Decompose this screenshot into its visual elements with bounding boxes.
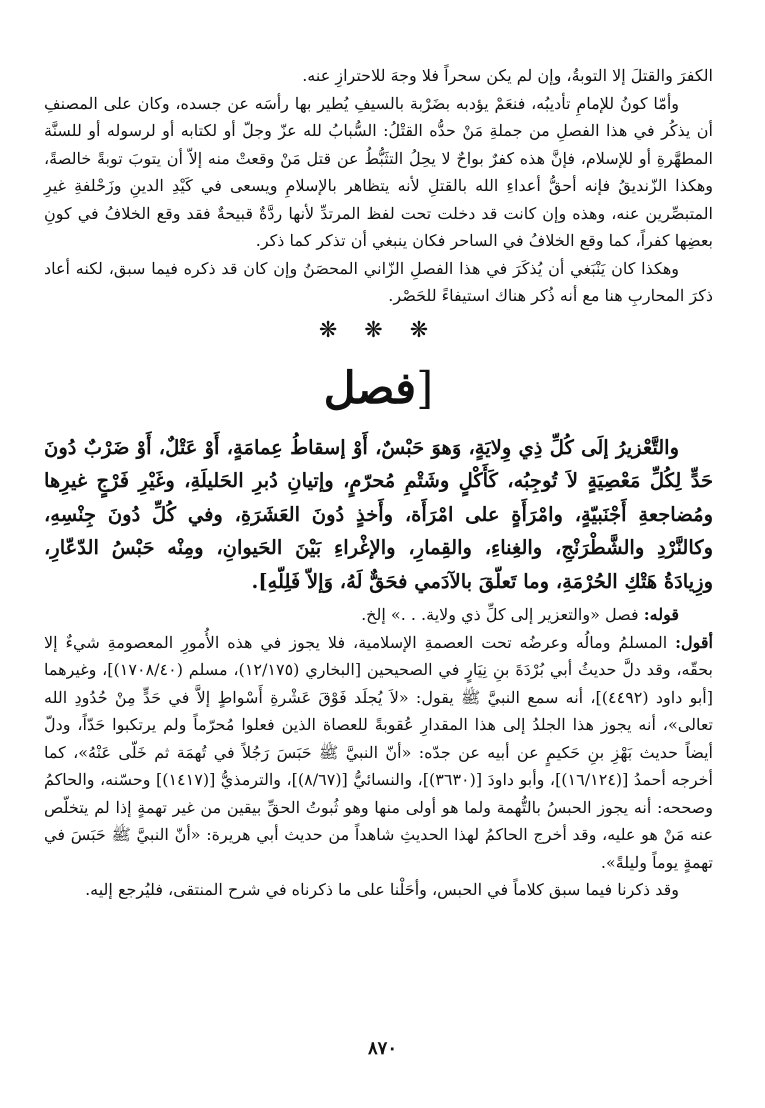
intro-paragraph-3: وهكذا كان يَنْبَغي أن يُذكَرَ في هذا الفصلِ الزّاني المحصَنُ وإن كان قد ذكره فيما سبق، لكنه أعاد ذكرَ المحاربِ هنا مع أنه ذُكر هناك استيفاءً للحَصْر.	[44, 258, 713, 305]
aqulu-paragraph	[44, 629, 713, 877]
qawluhu-label: قوله:	[643, 605, 679, 624]
qawluhu-text: فصل «والتعزير إلى كلِّ ذي ولاية. . .» إلخ.	[361, 605, 639, 624]
section-heading-word: فصل	[323, 362, 417, 414]
section-heading-bracket: [	[416, 362, 434, 414]
intro-paragraph-2: وأمّا كونُ للإمامِ تأديبُه، فنعَمْ يؤدبه بضَرْبة بالسيفِ يُطير بها رأسَه عن جسده، وكان على المصنفِ أن يذكُر في هذا الفصلِ من جملةِ مَنْ حدُّه القتْلُ: السُّبابُ لله عزّ وجلّ أو لكتابه أو لرسوله أو للسنَّة المطهَّرةِ أو للإسلام، فإنَّ هذه كفرٌ بواحٌ لا يحِلُ التثَبُّطُ عن قتل مَنْ وقعتْ منه إلاّ أن يتوبَ توبةً خالصةً، وهكذا الزّنديقُ فإنه أحقُّ أعداءِ الله بالقتلِ لأنه يتظاهر بالإسلامِ ويسعى في كَيْدِ الدينِ وزَحْلفةِ غيرِ المتبصِّرين عنه، وهذه وإن كانت قد دخلت تحت لفظ المرتدِّ لأنها ردَّةٌ قبيحةٌ فقد وقع الخلافُ في كونِ بعضِها كفراً، كما وقع الخلافُ في الساحر فكان ينبغي أن تذكر كما ذكر.	[44, 93, 713, 250]
section-heading	[44, 363, 713, 415]
matn-text: والتَّعْزيرُ إلَى كُلِّ ذِي وِلايَةٍ، وَهوَ حَبْسٌ، أَوْ إسقاطُ عِمامَةٍ، أَوْ عَتْلٌ، أَوْ ضَرْبٌ دُونَ حَدٍّ لِكُلِّ مَعْصِيَةٍ لاَ تُوجِبُه، كَأَكْلٍ وشَتْمِ مُحرّمٍ، وإتيانِ دُبرِ الحَليلَةِ، وغَيْرِ فَرْجٍ غيرِها ومُضاجعةِ أَجْنَبيّةٍ، وامْرَأَةٍ على امْرَأَة، وأَخذٍ دُونَ العَشَرَةِ، وفي كُلِّ دُونَ جِنْسِهِ، وكالنَّرْدِ والشَّطْرَنْجِ، والغِناءِ، والقِمارِ، والإغْراءِ بَيْنَ الحَيوانِ، ومِنْه حَبْسُ الدّعّارِ، وزِيادَةُ هَتْكِ الحُرْمَةِ، وما تَعلّقَ بالآدَمي فحَقٌّ لَهُ، وَإلاّ فَلِلّهِ].	[44, 435, 713, 593]
intro-paragraph-1: الكفرَ والقتلَ إلا التوبةُ، وإن لم يكن سحراً فلا وجهَ للاحترازِ عنه.	[302, 66, 713, 85]
section-separator: ❋ ❋ ❋	[318, 317, 439, 343]
intro-section	[44, 62, 713, 310]
closing-paragraph: وقد ذكرنا فيما سبق كلاماً في الحبس، وأحَلْنا على ما ذكرناه في شرح المنتقى، فليُرجع إليه.	[85, 880, 679, 899]
aqulu-text: المسلمُ ومالُه وعرضُه تحت العصمةِ الإسلامية، فلا يجوز في هذه الأُمورِ المعصومةِ شيءٌ إلا بحقّه، وقد دلَّ حديثُ أبي بُرْدَةَ بنِ نِيَارٍ في الصحيحين [البخاري (١٢/١٧٥)، مسلم (١٧٠٨/٤٠)]، وغيرهما [أبو داود (٤٤٩٢)]، أنه سمع النبيَّ ﷺ يقول: «لاَ يُجلَد فَوْقَ عَشْرةِ أَسْواطٍ إلاَّ في حَدٍّ مِنْ حُدُودِ الله تعالى»، أنه يجوز هذا الجلدُ إلى هذا المقدارِ عُقوبةً للعصاة الذين فعلوا مُحرّماً ولم يرتكبوا حَدّاً، ودلّ أيضاً حديث بَهْزِ بنِ حَكيمٍ عن أبيه عن جدّه: «أنّ النبيَّ ﷺ حَبَسَ رَجُلاً في تُهمَة ثم خَلّى عَنْهُ»، كما أخرجه أحمدُ [(١٦/١٢٤)]، وأبو داودَ [(٣٦٣٠)]، والنسائيُّ [(٨/٦٧)]، والترمذيُّ [(١٤١٧)] وحسّنه، والحاكمُ وصححه: أنه يجوز الحبسُ بالتُّهمة ولما هو أولى منها وهو ثُبوتُ الحقِّ بيقين من غير تهمةٍ إذا لم يتخلّص عنه مَنْ هو عليه، وقد أخرج الحاكمُ لهذا الحديثِ شاهداً من حديث أبي هريرة: «أنّ النبيَّ ﷺ حَبَسَ في تهمةٍ يوماً وليلةً».	[44, 632, 714, 872]
aqulu-label: أقول:	[675, 632, 713, 652]
commentary-section	[44, 601, 713, 904]
qawluhu-paragraph	[44, 601, 713, 629]
page-number: ٨٧٠	[367, 1038, 397, 1059]
